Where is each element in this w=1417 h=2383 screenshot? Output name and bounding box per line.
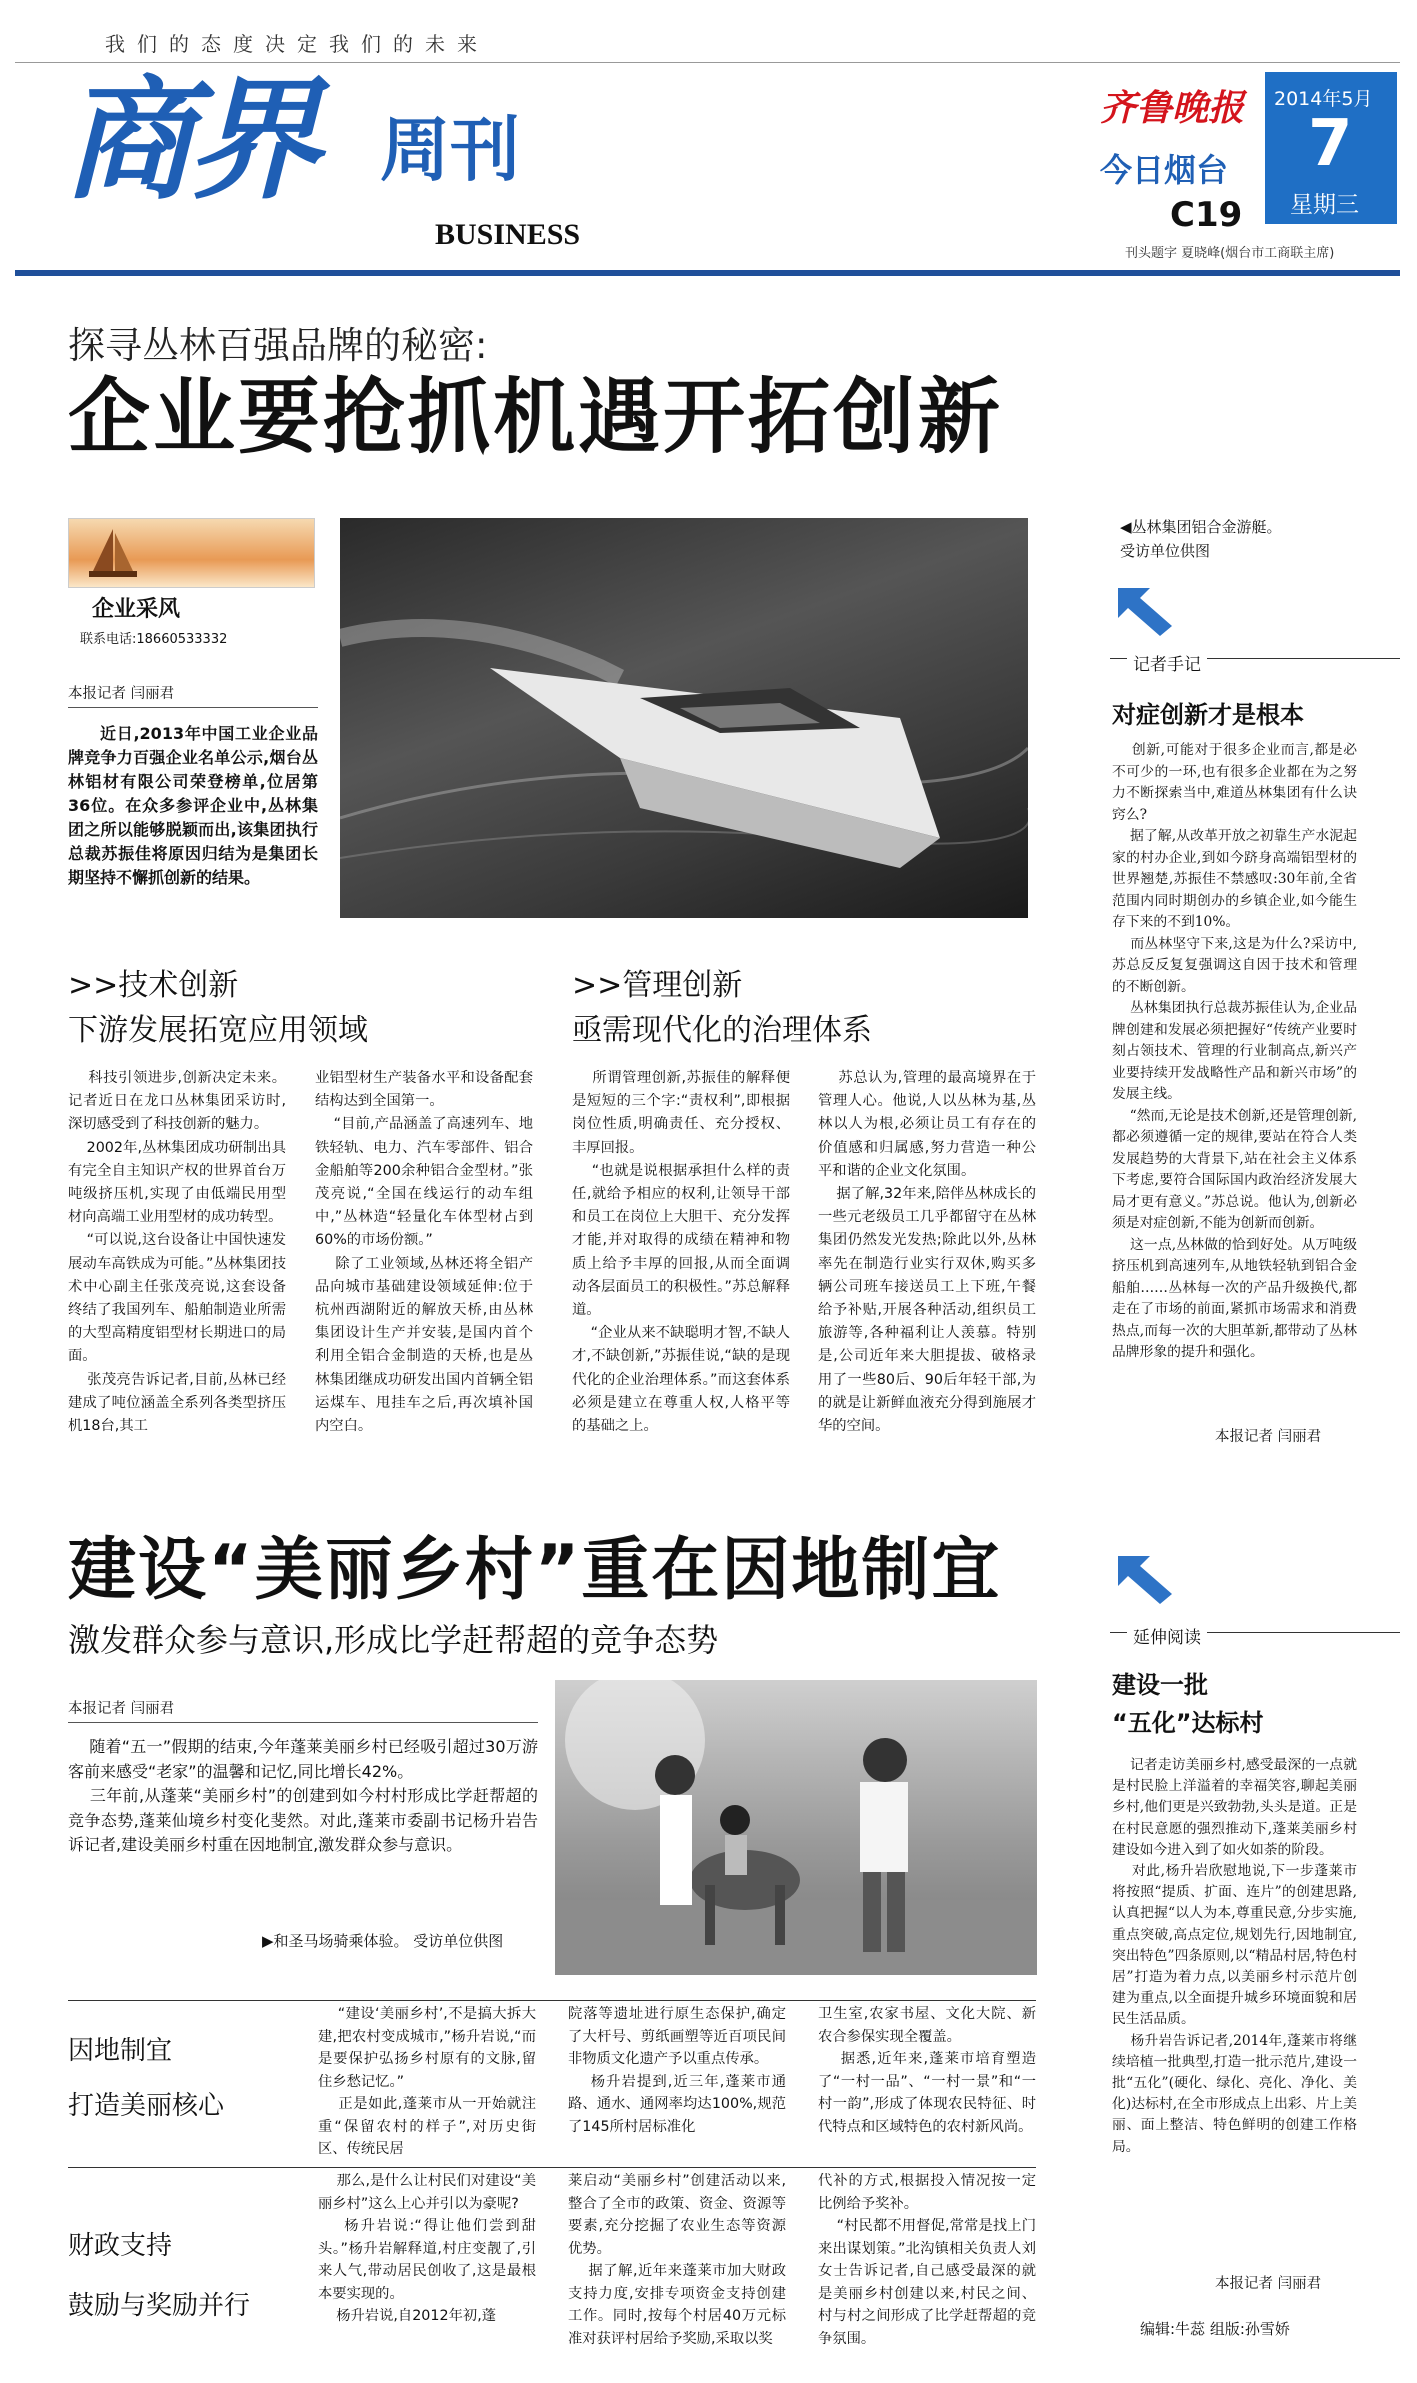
masthead-credit: 刊头题字 夏晓峰(烟台市工商联主席) <box>1125 246 1335 261</box>
sidebar2-body: 记者走访美丽乡村,感受最深的一点就是村民脸上洋溢着的幸福笑容,聊起美丽乡村,他们更是兴致勃勃,头头是道。正是在村民意愿的强烈推动下,蓬莱美丽乡村建设如今进入到了如火如荼的阶段。 对此,杨升岩欣慰地说,下一步蓬莱市将按照“提质、扩面、连片”的创建思路,认真把握“以人为本,尊重民意,分步实施,重点突破,高点定位,规划先行,因地制宜,突出特色”四条原则,以“精品村居,特色村居”打造为着力点,以美丽乡村示范片创建为重点,以全面提升城乡环境面貌和居民生活品质。 杨升岩告诉记者,2014年,蓬莱市将继续培植一批典型,打造一批示范片,建设一批“五化”(硬化、绿化、亮化、净化、美化)达标村,在全市形成点上出彩、片上美丽、面上整洁、特色鲜明的创建工作格局。 <box>1112 1757 1358 2155</box>
footer-editors: 编辑:牛蕊 组版:孙雪娇 <box>1140 2320 1290 2338</box>
story2-sec1-line1: 因地制宜 <box>68 2036 173 2066</box>
yacht-caption: ◀丛林集团铝合金游艇。 受访单位供图 <box>1120 518 1282 560</box>
date-year-month: 2014年5月 <box>1274 88 1373 110</box>
paper-name: 齐鲁晚报 <box>1100 88 1245 129</box>
sec1-column-1: 科技引领进步,创新决定未来。记者近日在龙口丛林集团采访时,深切感受到了科技创新的魅力。 2002年,丛林集团成功研制出具有完全自主知识产权的世界首台万吨级挤压机,实现了由低端民用型材向高端工业用型材的成功转型。 “可以说,这台设备让中国快速发展动车高铁成为可能。”丛林集团技术中心副主任张茂亮说,这套设备终结了我国列车、船舶制造业所需的大型高精度铝型材长期进口的局面。 张茂亮告诉记者,目前,丛林已经建成了吨位涵盖全系列各类型挤压机18台,其工 <box>68 1070 287 1435</box>
sidebar1-body: 创新,可能对于很多企业而言,都是必不可少的一环,也有很多企业都在为之努力不断探索当中,难道丛林集团有什么诀窍么? 据了解,从改革开放之初靠生产水泥起家的村办企业,到如今跻身高端铝型材的世界翘楚,苏振佳不禁感叹:30年前,全省范围内同时期创办的乡镇企业,如今能生存下来的不到10%。 而丛林坚守下来,这是为什么?采访中,苏总反反复复强调这自因于技术和管理的不断创新。 丛林集团执行总裁苏振佳认为,企业品牌创建和发展必须把握好“传统产业要时刻占领技术、管理的行业制高点,新兴产业要持续开发战略性产品和新兴市场”的发展主线。 “然而,无论是技术创新,还是管理创新,都必须遵循一定的规律,要站在符合人类发展趋势的大背景下,站在社会主义体系下考虑,要符合国际国内政治经济发展大局才更有意义。”苏总说。他认为,创新必须是对症创新,不能为创新而创新。 这一点,丛林做的恰到好处。从万吨级挤压机到高速列车,从地铁轻轨到铝合金船舶……丛林每一次的产品升级换代,都走在了市场的前面,紧抓市场需求和消费热点,而每一次的大胆革新,都带动了丛林品牌形象的提升和强化。 <box>1112 742 1358 1360</box>
arrow-icon-2 <box>1110 1548 1180 1608</box>
story2-byline: 本报记者 闫丽君 <box>68 1701 175 1717</box>
horse-photo <box>555 1680 1037 1975</box>
sec2-column-1: 所谓管理创新,苏振佳的解释便是短短的三个字:“责权利”,即根据岗位性质,明确责任、充分授权、丰厚回报。 “也就是说根据承担什么样的责任,就给予相应的权利,让领导干部和员工在岗位上大胆干、充分发挥才能,并对取得的成绩在精神和物质上给予丰厚的回报,从而全面调动各层面员工的积极性。”苏总解释道。 “企业从来不缺聪明才智,不缺人才,不缺创新,”苏振佳说,“缺的是现代化的企业治理体系。”而这套体系必须是建立在尊重人权,人格平等的基础之上。 <box>572 1070 791 1435</box>
horse-caption: ▶和圣马场骑乘体验。 受访单位供图 <box>262 1932 504 1950</box>
sidebar2-title-1: 建设一批 <box>1112 1671 1208 1699</box>
sec2-column-2: 苏总认为,管理的最高境界在于管理人心。他说,人以丛林为基,丛林以人为根,必须让员工有存在的价值感和归属感,努力营造一种公平和谐的企业文化氛围。 据了解,32年来,陪伴丛林成长的一些元老级员工几乎都留守在丛林集团仍然发光发热;除此以外,丛林率先在制造行业实行双休,购买多辆公司班车接送员工上下班,午餐给予补贴,开展各种活动,组织员工旅游等,各种福利让人羡慕。特别是,公司近年来大胆提拔、破格录用了一些80后、90后年轻干部,为的就是让新鲜血液充分得到施展才华的空间。 <box>818 1070 1037 1435</box>
story2-col2-top: 院落等遗址进行原生态保护,确定了大杆号、剪纸画塑等近百项民间非物质文化遗产予以重点传承。 杨升岩提到,近三年,蓬莱市通路、通水、通网率均达100%,规范了145所村居标准化 <box>568 2006 786 2135</box>
yacht-illustration <box>340 518 1028 918</box>
sec1-label: >>技术创新 <box>68 968 239 1003</box>
byline-rule <box>68 707 318 708</box>
sec2-label: >>管理创新 <box>572 968 743 1003</box>
sec1-title: 下游发展拓宽应用领域 <box>68 1013 368 1048</box>
story2-divider-1 <box>68 2000 1036 2001</box>
brand-box-phone: 联系电话:18660533332 <box>80 632 228 647</box>
story2-sec2-line1: 财政支持 <box>68 2231 173 2261</box>
sailboat-icon <box>83 523 143 585</box>
horse-illustration <box>555 1680 1037 1975</box>
sidebar1-byline: 本报记者 闫丽君 <box>1215 1429 1322 1445</box>
arrow-icon <box>1110 580 1180 640</box>
story2-col2-bottom: 莱启动“美丽乡村”创建活动以来,整合了全市的政策、资金、资源等要素,充分挖掘了农业生态等资源优势。 据了解,近年来蓬莱市加大财政支持力度,安排专项资金支持创建工作。同时,按每个村居40万元标准对获评村居给予奖励,采取以奖 <box>568 2173 787 2347</box>
logo-week: 周刊 <box>380 109 520 191</box>
story1-byline: 本报记者 闫丽君 <box>68 686 175 702</box>
sidebar2-byline: 本报记者 闫丽君 <box>1215 2276 1322 2292</box>
brand-box-image <box>68 518 315 588</box>
edition: 今日烟台 <box>1100 151 1229 189</box>
logo-en: BUSINESS <box>435 218 581 251</box>
page-number: C19 <box>1170 195 1243 235</box>
date-weekday: 星期三 <box>1290 192 1359 218</box>
story2-byline-rule <box>68 1722 538 1723</box>
sidebar1-tag: 记者手记 <box>1127 650 1207 675</box>
sec1-column-2: 业铝型材生产装备水平和设备配套结构达到全国第一。 “目前,产品涵盖了高速列车、地铁轻轨、电力、汽车零部件、铝合金船舶等200余种铝合金型材。”张茂亮说,“全国在线运行的动车组中,”丛林造“轻量化车体型材占到60%的市场份额。” 除了工业领域,丛林还将全铝产品向城市基础建设领域延伸:位于杭州西湖附近的解放天桥,由丛林集团设计生产并安装,是国内首个利用全铝合金制造的天桥,也是丛林集团继成功研发出国内首辆全铝运煤车、甩挂车之后,再次填补国内空白。 <box>315 1070 534 1435</box>
story1-lead: 近日,2013年中国工业企业品牌竞争力百强企业名单公示,烟台丛林铝材有限公司荣登榜单,位居第36位。在众多参评企业中,丛林集团之所以能够脱颖而出,该集团执行总裁苏振佳将原因归结为是集团长期坚持不懈抓创新的结果。 <box>68 724 318 887</box>
brand-box-title: 企业采风 <box>92 597 181 622</box>
story2-headline: 建设“美丽乡村”重在因地制宜 <box>68 1531 1002 1610</box>
sidebar2-tag: 延伸阅读 <box>1127 1623 1207 1648</box>
story1-headline: 企业要抢抓机遇开拓创新 <box>68 370 1004 465</box>
story2-sec1-line2: 打造美丽核心 <box>68 2091 225 2121</box>
logo-cn: 商界 <box>62 63 314 218</box>
sec2-title: 亟需现代化的治理体系 <box>572 1013 872 1048</box>
sidebar1-title: 对症创新才是根本 <box>1112 701 1304 729</box>
sidebar2-title-2: “五化”达标村 <box>1112 1709 1264 1737</box>
story2-col3-top: 卫生室,农家书屋、文化大院、新农合参保实现全覆盖。 据悉,近年来,蓬莱市培育塑造了“一村一品”、“一村一景”和“一村一韵”,形成了体现农民特征、时代特点和区域特色的农村新风尚。 <box>818 2006 1036 2135</box>
story2-sec2-line2: 鼓励与奖励并行 <box>68 2291 251 2321</box>
story2-divider-2 <box>68 2167 1036 2168</box>
yacht-photo <box>340 518 1028 918</box>
slogan: 我们的态度决定我们的未来 <box>105 32 489 56</box>
story2-lead: 随着“五一”假期的结束,今年蓬莱美丽乡村已经吸引超过30万游客前来感受“老家”的温馨和记忆,同比增长42%。 三年前,从蓬莱“美丽乡村”的创建到如今村村形成比学赶帮超的竞争态势,蓬莱仙境乡村变化斐然。对此,蓬莱市委副书记杨升岩告诉记者,建设美丽乡村重在因地制宜,激发群众参与意识。 <box>68 1737 538 1854</box>
story2-col1-top: “建设‘美丽乡村’,不是搞大拆大建,把农村变成城市,”杨升岩说,“而是要保护弘扬乡村原有的文脉,留住乡愁记忆。” 正是如此,蓬莱市从一开始就注重“保留农村的样子”,对历史街区、传统民居 <box>318 2006 537 2157</box>
story2-col1-bottom: 那么,是什么让村民们对建设“美丽乡村”这么上心并引以为豪呢? 杨升岩说:“得让他们尝到甜头。”杨升岩解释道,村庄变靓了,引来人气,带动居民创收了,这是最根本要实现的。 杨升岩说,自2012年初,蓬 <box>318 2173 536 2324</box>
story2-col3-bottom: 代补的方式,根据投入情况按一定比例给予奖补。 “村民都不用督促,常常是找上门来出谋划策。”北沟镇相关负责人刘女士告诉记者,自己感受最深的就是美丽乡村创建以来,村民之间、村与村之间形成了比学赶帮超的竞争氛围。 <box>818 2173 1036 2347</box>
masthead-rule <box>15 270 1400 276</box>
story2-subhead: 激发群众参与意识,形成比学赶帮超的竞争态势 <box>68 1621 719 1659</box>
story1-kicker: 探寻丛林百强品牌的秘密: <box>68 324 488 367</box>
date-day: 7 <box>1308 107 1353 181</box>
